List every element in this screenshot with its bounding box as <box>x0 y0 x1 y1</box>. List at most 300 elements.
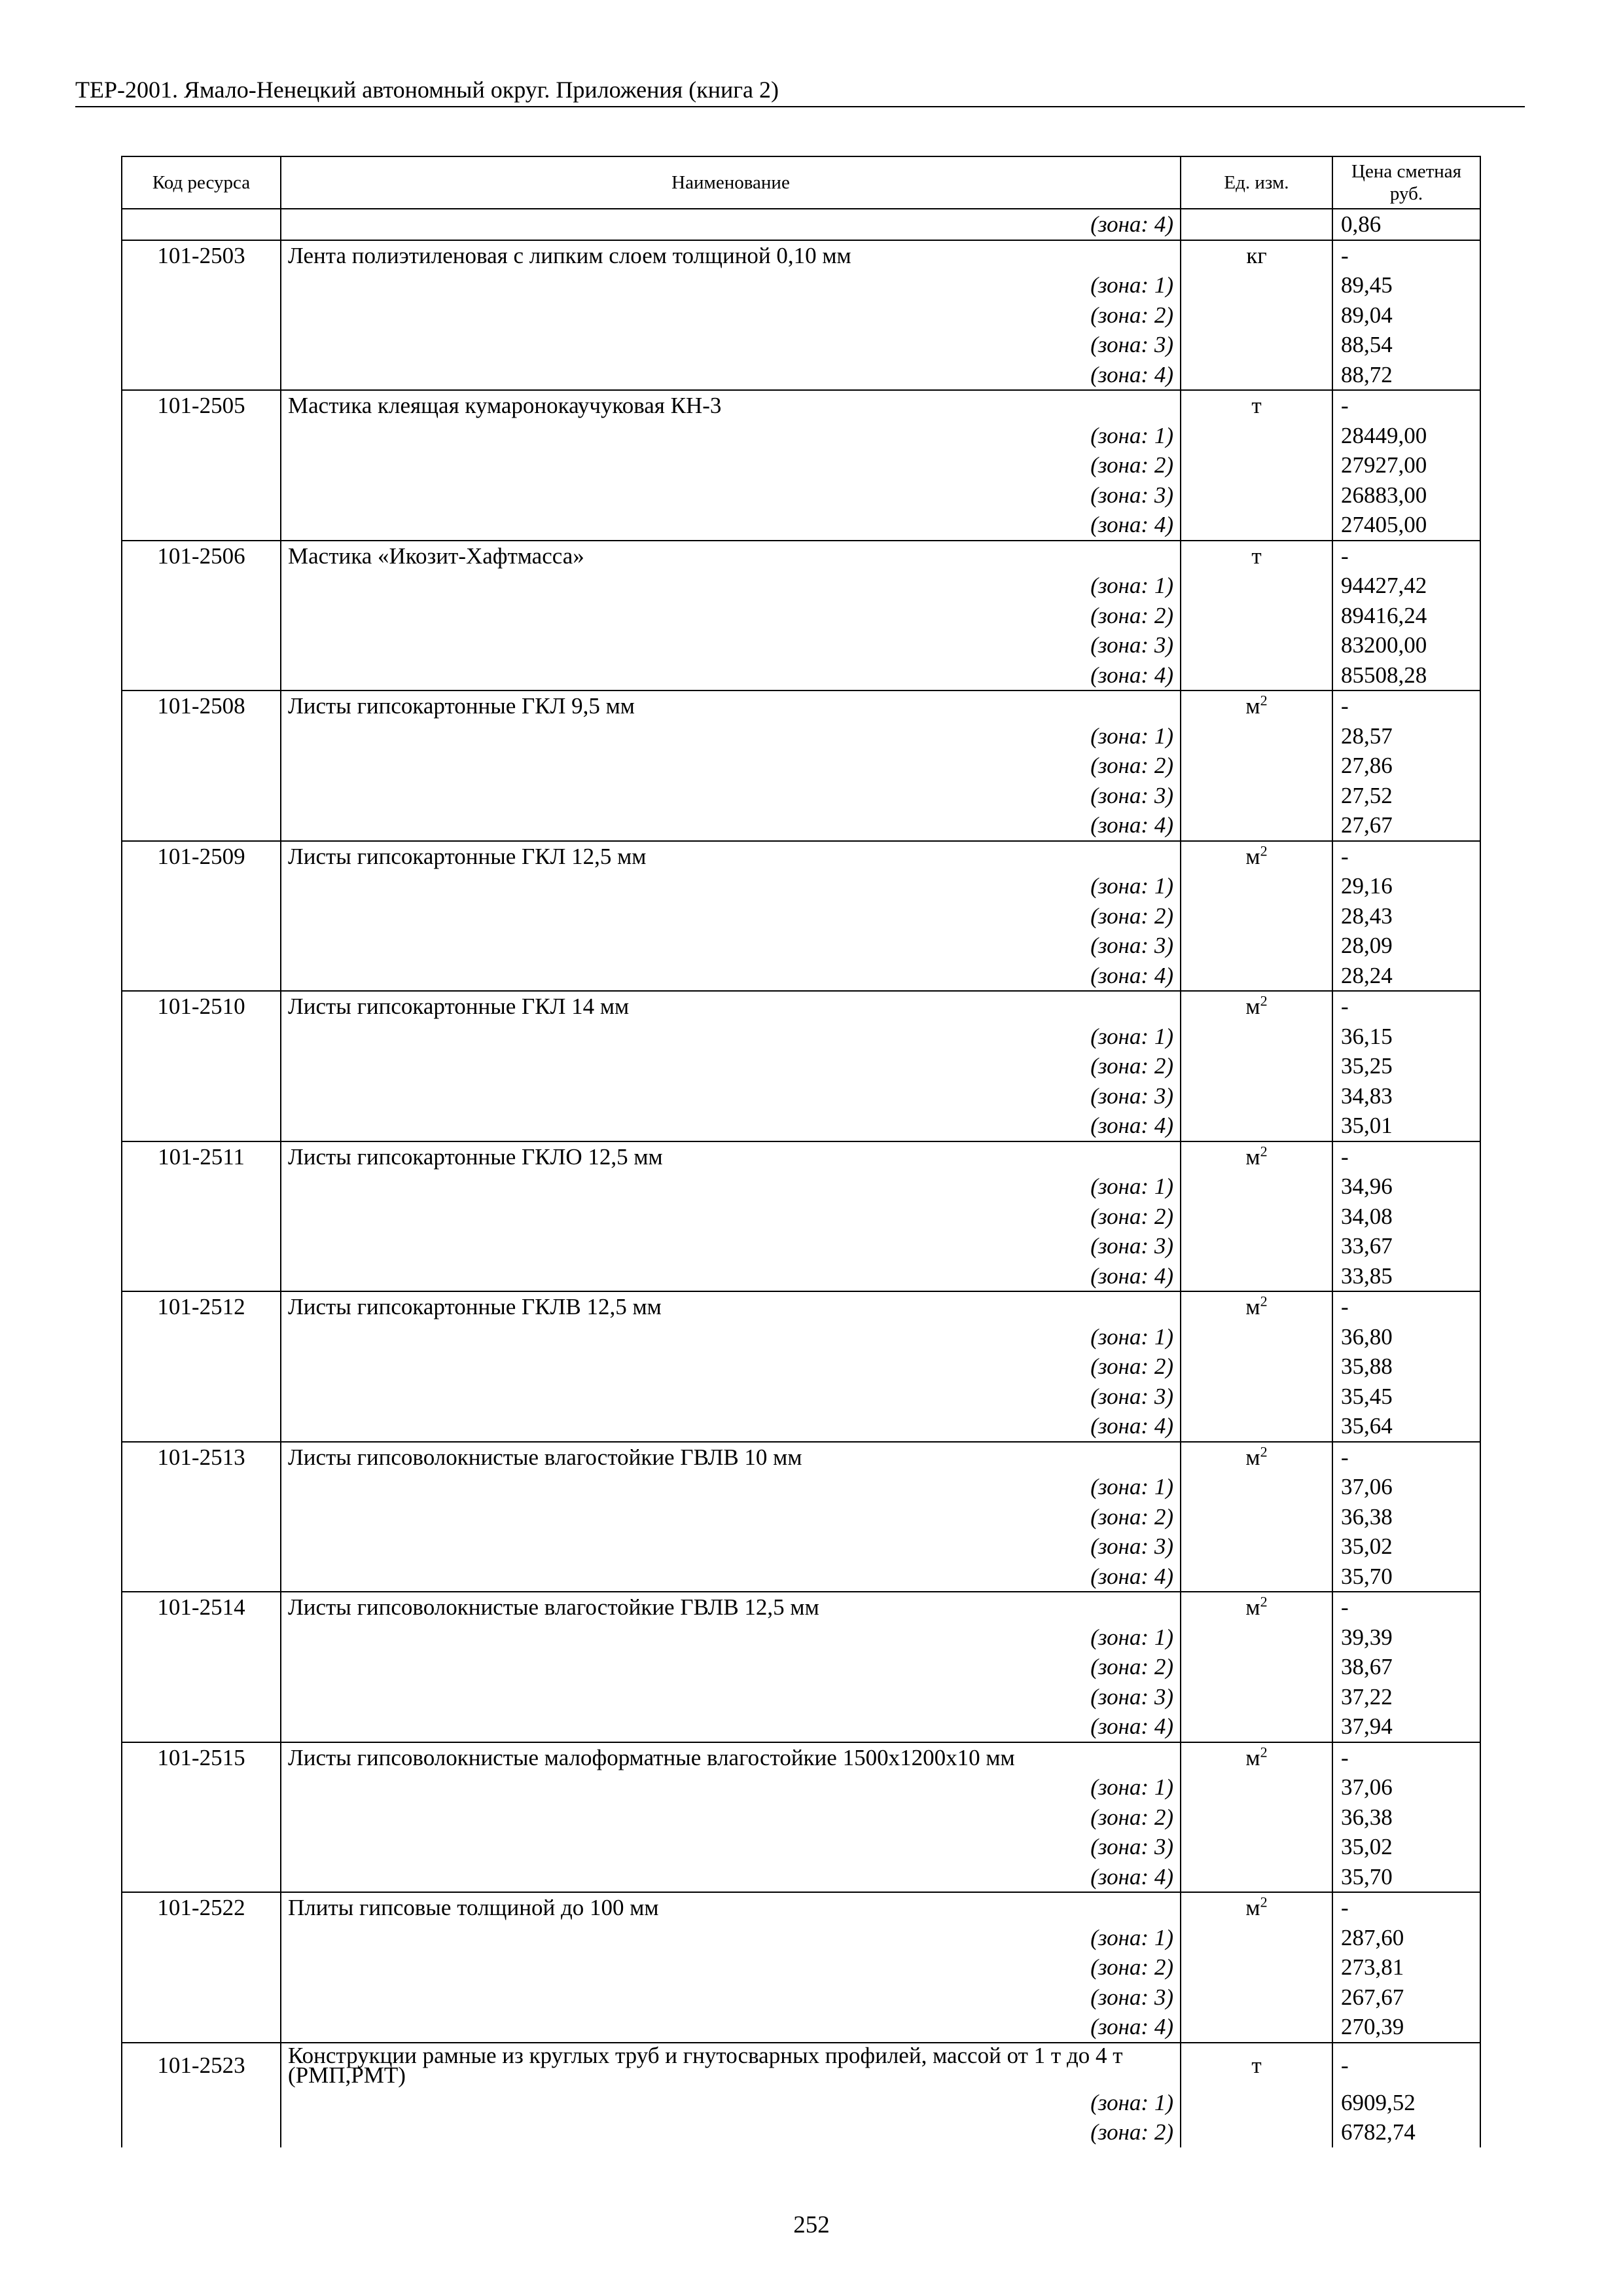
table-row-zone <box>122 270 1480 300</box>
table-row-zone <box>122 1231 1480 1261</box>
cell-zone: (зона: 1) <box>281 571 1181 601</box>
cell-code: 101-2513 <box>122 1442 281 1473</box>
cell-unit: $м^2$ <box>1181 1892 1332 1923</box>
cell-zone: (зона: 4) <box>281 1261 1181 1292</box>
cell-price: 33,85 <box>1332 1261 1480 1292</box>
cell-price: 37,06 <box>1332 1472 1480 1502</box>
table-row-zone <box>122 1623 1480 1653</box>
cell-code: 101-2505 <box>122 390 281 421</box>
cell-zone: (зона: 2) <box>281 1202 1181 1232</box>
cell-zone: (зона: 1) <box>281 2088 1181 2118</box>
table-row-zone <box>122 300 1480 331</box>
cell-code <box>122 630 281 660</box>
cell-unit <box>1181 1261 1332 1292</box>
table-row-zone <box>122 781 1480 811</box>
cell-zone: (зона: 3) <box>281 630 1181 660</box>
table-row-zone <box>122 901 1480 931</box>
cell-price: 33,67 <box>1332 1231 1480 1261</box>
cell-code <box>122 360 281 391</box>
cell-price: 28,57 <box>1332 721 1480 751</box>
cell-price: 27,67 <box>1332 810 1480 841</box>
cell-price: 37,22 <box>1332 1682 1480 1712</box>
cell-price: - <box>1332 691 1480 721</box>
cell-price: - <box>1332 2043 1480 2088</box>
cell-unit <box>1181 1862 1332 1893</box>
cell-code <box>122 781 281 811</box>
cell-name: Мастика клеящая кумаронокаучуковая КН-3 <box>281 390 1181 421</box>
cell-code <box>122 1652 281 1682</box>
cell-zone: (зона: 1) <box>281 871 1181 901</box>
cell-unit <box>1181 1472 1332 1502</box>
cell-name: Листы гипсокартонные ГКЛ 14 мм <box>281 991 1181 1022</box>
cell-code: 101-2511 <box>122 1141 281 1172</box>
cell-price: 34,83 <box>1332 1081 1480 1111</box>
cell-price: 36,38 <box>1332 1502 1480 1532</box>
cell-unit <box>1181 601 1332 631</box>
cell-code <box>122 751 281 781</box>
cell-zone: (зона: 4) <box>281 961 1181 992</box>
cell-price: 89,04 <box>1332 300 1480 331</box>
table-row-zone <box>122 1502 1480 1532</box>
cell-zone: (зона: 1) <box>281 421 1181 451</box>
table-row-zone <box>122 2012 1480 2043</box>
cell-zone: (зона: 3) <box>281 480 1181 511</box>
cell-zone: (зона: 2) <box>281 1051 1181 1081</box>
cell-zone: (зона: 4) <box>281 360 1181 391</box>
table-row-zone <box>122 721 1480 751</box>
cell-code <box>122 1772 281 1803</box>
table-row-zone <box>122 1322 1480 1352</box>
cell-code <box>122 1081 281 1111</box>
cell-zone: (зона: 3) <box>281 1081 1181 1111</box>
cell-name: Листы гипсокартонные ГКЛ 9,5 мм <box>281 691 1181 721</box>
cell-code: 101-2512 <box>122 1291 281 1322</box>
cell-code <box>122 1382 281 1412</box>
cell-zone: (зона: 1) <box>281 1623 1181 1653</box>
table-row-zone <box>122 1352 1480 1382</box>
cell-unit: $м^2$ <box>1181 1742 1332 1773</box>
table-row-zone <box>122 1111 1480 1141</box>
cell-price: 35,25 <box>1332 1051 1480 1081</box>
cell-code <box>122 480 281 511</box>
cell-zone: (зона: 3) <box>281 1382 1181 1412</box>
cell-code <box>122 1803 281 1833</box>
cell-name: Плиты гипсовые толщиной до 100 мм <box>281 1892 1181 1923</box>
table-row-item <box>122 390 1480 421</box>
cell-code <box>122 421 281 451</box>
table-header-row <box>122 156 1480 209</box>
cell-price: 36,38 <box>1332 1803 1480 1833</box>
cell-price: 37,94 <box>1332 1712 1480 1742</box>
cell-unit <box>1181 510 1332 541</box>
table-row-item <box>122 991 1480 1022</box>
cell-zone: (зона: 4) <box>281 1562 1181 1592</box>
cell-price: 34,96 <box>1332 1172 1480 1202</box>
table-row-zone <box>122 2088 1480 2118</box>
cell-price: 89,45 <box>1332 270 1480 300</box>
cell-zone: (зона: 1) <box>281 1322 1181 1352</box>
cell-price: - <box>1332 1592 1480 1623</box>
cell-unit: $м^2$ <box>1181 1291 1332 1322</box>
cell-code <box>122 721 281 751</box>
cell-price: 6909,52 <box>1332 2088 1480 2118</box>
cell-zone: (зона: 3) <box>281 931 1181 961</box>
table-row-zone <box>122 330 1480 360</box>
cell-zone: (зона: 3) <box>281 1982 1181 2013</box>
cell-zone: (зона: 4) <box>281 810 1181 841</box>
table-row-zone <box>122 1832 1480 1862</box>
cell-unit <box>1181 360 1332 391</box>
cell-unit: кг <box>1181 240 1332 271</box>
cell-unit: т <box>1181 541 1332 571</box>
table-row-zone <box>122 1803 1480 1833</box>
table-row-item <box>122 1742 1480 1773</box>
cell-code <box>122 270 281 300</box>
cell-code <box>122 1982 281 2013</box>
cell-zone: (зона: 4) <box>281 1712 1181 1742</box>
running-header: ТЕР-2001. Ямало-Ненецкий автономный округ. Приложения (книга 2) <box>75 73 1525 107</box>
cell-price: - <box>1332 1892 1480 1923</box>
cell-unit <box>1181 1923 1332 1953</box>
table-row-zone <box>122 1952 1480 1982</box>
table-row-zone <box>122 1562 1480 1592</box>
cell-code <box>122 1623 281 1653</box>
cell-unit <box>1181 300 1332 331</box>
cell-unit <box>1181 901 1332 931</box>
table-row-zone <box>122 1652 1480 1682</box>
table-row-item <box>122 1141 1480 1172</box>
table-row-zone <box>122 1051 1480 1081</box>
cell-zone: (зона: 2) <box>281 1502 1181 1532</box>
cell-unit: $м^2$ <box>1181 991 1332 1022</box>
table-row-zone <box>122 1472 1480 1502</box>
cell-unit <box>1181 1532 1332 1562</box>
cell-code <box>122 1502 281 1532</box>
cell-code: 101-2523 <box>122 2043 281 2088</box>
cell-code <box>122 1022 281 1052</box>
cell-unit <box>1181 450 1332 480</box>
cell-code <box>122 2117 281 2147</box>
cell-unit <box>1181 330 1332 360</box>
cell-unit: т <box>1181 390 1332 421</box>
table-row-item <box>122 841 1480 872</box>
cell-zone: (зона: 2) <box>281 1352 1181 1382</box>
cell-price: 27,86 <box>1332 751 1480 781</box>
cell-zone: (зона: 1) <box>281 1472 1181 1502</box>
cell-unit <box>1181 1772 1332 1803</box>
table-row-zone <box>122 1532 1480 1562</box>
cell-price: 287,60 <box>1332 1923 1480 1953</box>
cell-code <box>122 1472 281 1502</box>
table-row-zone <box>122 931 1480 961</box>
cell-unit <box>1181 480 1332 511</box>
cell-price: 6782,74 <box>1332 2117 1480 2147</box>
cell-code <box>122 1862 281 1893</box>
cell-zone: (зона: 4) <box>281 1111 1181 1141</box>
cell-unit <box>1181 781 1332 811</box>
cell-name: Лента полиэтиленовая с липким слоем толщиной 0,10 мм <box>281 240 1181 271</box>
table-row-zone <box>122 1382 1480 1412</box>
column-header-unit: Ед. изм. <box>1181 156 1332 209</box>
cell-unit <box>1181 571 1332 601</box>
table-row-item <box>122 1442 1480 1473</box>
cell-price: - <box>1332 991 1480 1022</box>
cell-code <box>122 1411 281 1442</box>
table-row-item <box>122 691 1480 721</box>
cell-zone: (зона: 2) <box>281 901 1181 931</box>
column-header-name: Наименование <box>281 156 1181 209</box>
cell-zone: (зона: 1) <box>281 721 1181 751</box>
cell-code <box>122 2088 281 2118</box>
page-number: 252 <box>793 2212 830 2238</box>
cell-code: 101-2515 <box>122 1742 281 1773</box>
cell-unit <box>1181 1352 1332 1382</box>
cell-zone: (зона: 4) <box>281 510 1181 541</box>
cell-unit <box>1181 1712 1332 1742</box>
cell-code <box>122 961 281 992</box>
cell-zone: (зона: 4) <box>281 1862 1181 1893</box>
cell-name: Листы гипсокартонные ГКЛО 12,5 мм <box>281 1141 1181 1172</box>
cell-price: 26883,00 <box>1332 480 1480 511</box>
cell-code <box>122 330 281 360</box>
cell-price: 37,06 <box>1332 1772 1480 1803</box>
cell-zone: (зона: 1) <box>281 1923 1181 1953</box>
cell-code <box>122 1562 281 1592</box>
cell-price: 28,24 <box>1332 961 1480 992</box>
cell-unit <box>1181 961 1332 992</box>
cell-code <box>122 1202 281 1232</box>
cell-unit <box>1181 630 1332 660</box>
cell-zone: (зона: 3) <box>281 1832 1181 1862</box>
cell-zone: (зона: 4) <box>281 2012 1181 2043</box>
cell-code <box>122 209 281 240</box>
cell-zone: (зона: 4) <box>281 1411 1181 1442</box>
table-row-item <box>122 1892 1480 1923</box>
cell-unit <box>1181 2117 1332 2147</box>
table-row-item <box>122 1291 1480 1322</box>
table-row-zone <box>122 1862 1480 1893</box>
cell-zone: (зона: 4) <box>281 660 1181 691</box>
cell-price: 88,54 <box>1332 330 1480 360</box>
cell-zone: (зона: 1) <box>281 1172 1181 1202</box>
table-row-zone <box>122 510 1480 541</box>
cell-unit <box>1181 2012 1332 2043</box>
table-row-zone <box>122 660 1480 691</box>
cell-unit <box>1181 1652 1332 1682</box>
cell-code <box>122 510 281 541</box>
table-row-continuation <box>122 209 1480 240</box>
table-row-zone <box>122 1682 1480 1712</box>
cell-unit <box>1181 1202 1332 1232</box>
cell-price: 27405,00 <box>1332 510 1480 541</box>
cell-name: Конструкции рамные из круглых труб и гнутосварных профилей, массой от 1 т до 4 т (РМП,РМТ) <box>281 2043 1181 2088</box>
cell-unit <box>1181 2088 1332 2118</box>
cell-unit <box>1181 1832 1332 1862</box>
column-header-code: Код ресурса <box>122 156 281 209</box>
table-row-zone <box>122 450 1480 480</box>
cell-price: 94427,42 <box>1332 571 1480 601</box>
cell-zone: (зона: 2) <box>281 751 1181 781</box>
price-table <box>121 156 1481 2147</box>
cell-code: 101-2522 <box>122 1892 281 1923</box>
cell-unit <box>1181 751 1332 781</box>
cell-code <box>122 300 281 331</box>
cell-unit <box>1181 270 1332 300</box>
table-row-item <box>122 2043 1480 2088</box>
cell-unit: $м^2$ <box>1181 1141 1332 1172</box>
cell-unit <box>1181 721 1332 751</box>
cell-code <box>122 1682 281 1712</box>
cell-price: 89416,24 <box>1332 601 1480 631</box>
cell-price: 27,52 <box>1332 781 1480 811</box>
table-row-zone <box>122 871 1480 901</box>
cell-unit <box>1181 871 1332 901</box>
table-row-zone <box>122 961 1480 992</box>
cell-price: 267,67 <box>1332 1982 1480 2013</box>
cell-code <box>122 810 281 841</box>
table-row-zone <box>122 810 1480 841</box>
table-row-zone <box>122 480 1480 511</box>
cell-price: - <box>1332 1742 1480 1773</box>
cell-unit <box>1181 1051 1332 1081</box>
cell-price: 39,39 <box>1332 1623 1480 1653</box>
cell-price: 83200,00 <box>1332 630 1480 660</box>
cell-name: Листы гипсокартонные ГКЛ 12,5 мм <box>281 841 1181 872</box>
cell-zone: (зона: 2) <box>281 450 1181 480</box>
cell-unit <box>1181 931 1332 961</box>
cell-unit <box>1181 1623 1332 1653</box>
table-row-zone <box>122 1081 1480 1111</box>
cell-price: 35,02 <box>1332 1532 1480 1562</box>
cell-price: 36,15 <box>1332 1022 1480 1052</box>
cell-unit <box>1181 1382 1332 1412</box>
cell-zone: (зона: 3) <box>281 781 1181 811</box>
cell-code <box>122 1352 281 1382</box>
cell-zone: (зона: 2) <box>281 1952 1181 1982</box>
cell-unit: $м^2$ <box>1181 1592 1332 1623</box>
cell-price: 34,08 <box>1332 1202 1480 1232</box>
table-row-item <box>122 541 1480 571</box>
cell-zone: (зона: 2) <box>281 300 1181 331</box>
cell-price: 36,80 <box>1332 1322 1480 1352</box>
cell-unit: $м^2$ <box>1181 841 1332 872</box>
cell-price: 273,81 <box>1332 1952 1480 1982</box>
cell-price: 28449,00 <box>1332 421 1480 451</box>
cell-unit <box>1181 1952 1332 1982</box>
cell-price: - <box>1332 1442 1480 1473</box>
cell-price: - <box>1332 541 1480 571</box>
cell-price: 28,43 <box>1332 901 1480 931</box>
cell-price: 270,39 <box>1332 2012 1480 2043</box>
cell-unit <box>1181 1982 1332 2013</box>
cell-zone: (зона: 1) <box>281 1022 1181 1052</box>
table-row-zone <box>122 2117 1480 2147</box>
cell-code <box>122 1111 281 1141</box>
table-row-zone <box>122 1982 1480 2013</box>
cell-code <box>122 1712 281 1742</box>
cell-code: 101-2510 <box>122 991 281 1022</box>
cell-unit <box>1181 1022 1332 1052</box>
table-row-item <box>122 1592 1480 1623</box>
table-row-zone <box>122 630 1480 660</box>
cell-unit: $м^2$ <box>1181 1442 1332 1473</box>
cell-name: Листы гипсоволокнистые влагостойкие ГВЛВ 10 мм <box>281 1442 1181 1473</box>
table-row-zone <box>122 1411 1480 1442</box>
cell-unit <box>1181 1111 1332 1141</box>
table-row-zone <box>122 1712 1480 1742</box>
cell-unit <box>1181 1322 1332 1352</box>
cell-unit <box>1181 1231 1332 1261</box>
cell-code <box>122 1172 281 1202</box>
cell-zone: (зона: 2) <box>281 1803 1181 1833</box>
table-row-zone <box>122 1202 1480 1232</box>
table-row-zone <box>122 1923 1480 1953</box>
cell-price: 88,72 <box>1332 360 1480 391</box>
cell-zone: (зона: 3) <box>281 1682 1181 1712</box>
cell-code <box>122 601 281 631</box>
cell-price: 35,70 <box>1332 1562 1480 1592</box>
cell-price: 27927,00 <box>1332 450 1480 480</box>
cell-unit <box>1181 1172 1332 1202</box>
cell-price: - <box>1332 1291 1480 1322</box>
cell-price: 29,16 <box>1332 871 1480 901</box>
cell-code <box>122 2012 281 2043</box>
cell-code <box>122 931 281 961</box>
cell-code <box>122 1261 281 1292</box>
table-row-zone <box>122 601 1480 631</box>
cell-zone: (зона: 2) <box>281 1652 1181 1682</box>
column-header-price: Цена сметная руб. <box>1332 156 1480 209</box>
cell-unit <box>1181 209 1332 240</box>
cell-name: Листы гипсокартонные ГКЛВ 12,5 мм <box>281 1291 1181 1322</box>
cell-code: 101-2514 <box>122 1592 281 1623</box>
table-row-zone <box>122 571 1480 601</box>
cell-code: 101-2503 <box>122 240 281 271</box>
cell-unit <box>1181 1682 1332 1712</box>
cell-zone: (зона: 3) <box>281 1532 1181 1562</box>
cell-unit <box>1181 1803 1332 1833</box>
cell-code <box>122 450 281 480</box>
cell-code <box>122 1952 281 1982</box>
table-row-zone <box>122 421 1480 451</box>
cell-code <box>122 871 281 901</box>
cell-code <box>122 1322 281 1352</box>
cell-zone: (зона: 2) <box>281 2117 1181 2147</box>
cell-code <box>122 1923 281 1953</box>
table-row-zone <box>122 1261 1480 1292</box>
cell-unit: т <box>1181 2043 1332 2088</box>
cell-unit <box>1181 1502 1332 1532</box>
table-row-zone <box>122 751 1480 781</box>
cell-zone: (зона: 4) <box>281 209 1181 240</box>
cell-unit <box>1181 1411 1332 1442</box>
cell-code <box>122 1832 281 1862</box>
cell-zone: (зона: 3) <box>281 330 1181 360</box>
cell-price: 38,67 <box>1332 1652 1480 1682</box>
cell-name: Мастика «Икозит-Хафтмасса» <box>281 541 1181 571</box>
cell-zone: (зона: 1) <box>281 1772 1181 1803</box>
cell-code <box>122 1231 281 1261</box>
cell-zone: (зона: 1) <box>281 270 1181 300</box>
cell-price: - <box>1332 1141 1480 1172</box>
cell-unit <box>1181 810 1332 841</box>
cell-code: 101-2509 <box>122 841 281 872</box>
cell-unit <box>1181 421 1332 451</box>
cell-price: - <box>1332 390 1480 421</box>
cell-code <box>122 1051 281 1081</box>
table-row-zone <box>122 360 1480 391</box>
cell-unit <box>1181 1562 1332 1592</box>
